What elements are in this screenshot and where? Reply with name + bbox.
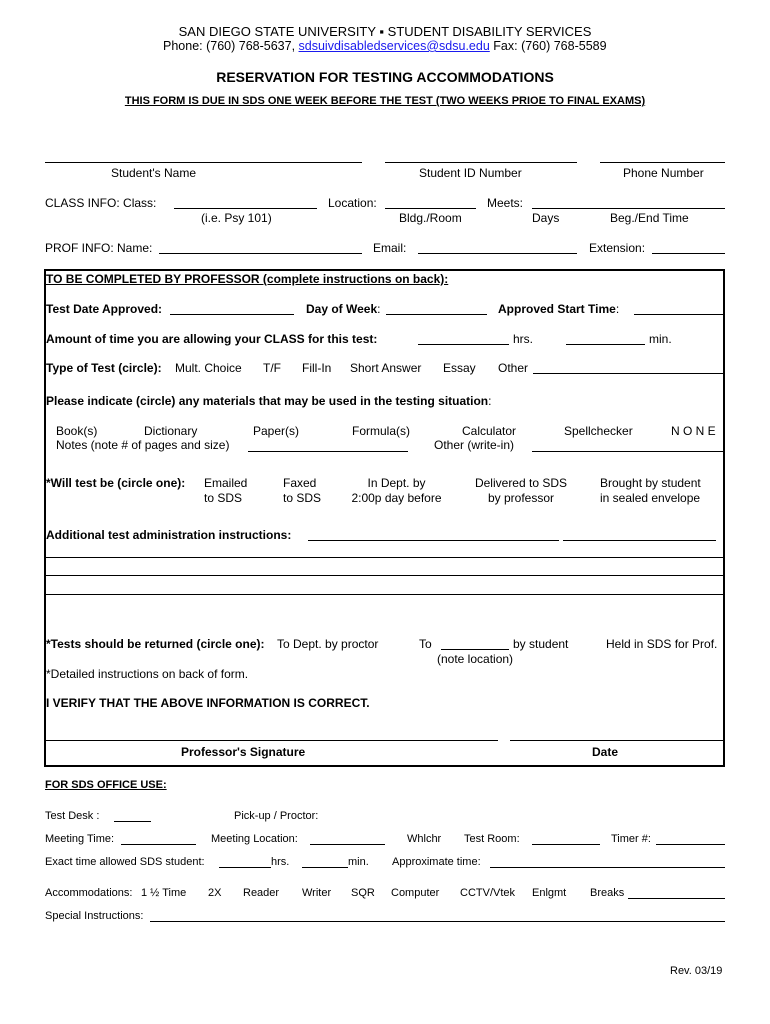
notes-field[interactable] — [248, 451, 408, 452]
meeting-time-field[interactable] — [121, 844, 196, 845]
accom-sqr[interactable]: SQR — [351, 887, 375, 899]
header-contact — [163, 39, 607, 53]
delivery-by-student-l2: in sealed envelope — [600, 491, 701, 505]
type-short-answer[interactable]: Short Answer — [350, 361, 422, 375]
day-of-week-label — [306, 302, 380, 316]
day-of-week-text: Day of Week — [306, 302, 378, 316]
delivery-by-professor[interactable] — [466, 476, 576, 506]
location-hint: Bldg./Room — [399, 211, 462, 225]
start-time-field[interactable] — [634, 314, 725, 315]
header-university: SAN DIEGO STATE UNIVERSITY ▪ STUDENT DISABILITY SERVICES — [178, 24, 592, 39]
additional-line-2[interactable] — [45, 575, 725, 576]
delivery-by-professor-l2: by professor — [487, 491, 555, 505]
delivery-in-dept[interactable] — [340, 476, 453, 506]
exact-hrs-label: hrs. — [271, 856, 290, 868]
student-phone-label: Phone Number — [623, 166, 704, 180]
delivery-by-student-l1: Brought by student — [600, 476, 701, 490]
approx-time-field[interactable] — [490, 867, 725, 868]
delivery-faxed-l2: to SDS — [283, 491, 322, 505]
meeting-location-field[interactable] — [310, 844, 385, 845]
material-formulas[interactable]: Formula(s) — [352, 424, 411, 438]
type-other-field[interactable] — [533, 373, 725, 374]
material-dictionary[interactable]: Dictionary — [144, 424, 198, 438]
material-calculator[interactable]: Calculator — [462, 424, 517, 438]
student-name-label: Student's Name — [111, 166, 197, 180]
class-info-label-class: : Class: — [116, 196, 157, 210]
accom-2x[interactable]: 2X — [208, 887, 222, 899]
class-field[interactable] — [174, 208, 317, 209]
test-type-label: Type of Test (circle): — [46, 361, 162, 375]
min-label: min. — [649, 332, 672, 346]
delivery-in-dept-l1: In Dept. by — [367, 476, 426, 490]
header-fax: Fax: (760) 768-5589 — [493, 39, 607, 53]
test-room-field[interactable] — [532, 844, 600, 845]
meets-field[interactable] — [532, 208, 725, 209]
returned-location-field[interactable] — [441, 649, 509, 650]
accom-computer[interactable]: Computer — [391, 887, 440, 899]
student-id-label: Student ID Number — [419, 166, 522, 180]
test-room-label: Test Room: — [464, 833, 520, 845]
exact-minutes-field[interactable] — [302, 867, 348, 868]
revision-label: Rev. 03/19 — [670, 965, 723, 977]
breaks-field[interactable] — [628, 898, 725, 899]
class-hint: (i.e. Psy 101) — [201, 211, 272, 225]
form-title: RESERVATION FOR TESTING ACCOMMODATIONS — [216, 69, 554, 85]
other-write-in-field[interactable] — [532, 451, 725, 452]
student-id-field[interactable] — [385, 162, 577, 163]
exact-min-label: min. — [348, 856, 369, 868]
delivery-emailed-l2: to SDS — [204, 491, 243, 505]
hours-allowed-field[interactable] — [418, 344, 509, 345]
returned-dept-option[interactable]: To Dept. by proctor — [277, 637, 379, 651]
notes-label: Notes (note # of pages and size) — [56, 438, 230, 452]
will-test-label: *Will test be (circle one): — [46, 476, 186, 490]
delivery-in-dept-l2: 2:00p day before — [351, 491, 442, 505]
special-instructions-field[interactable] — [150, 921, 725, 922]
type-mult-choice[interactable]: Mult. Choice — [175, 361, 242, 375]
returned-label: *Tests should be returned (circle one): — [46, 637, 265, 651]
approx-time-label: Approximate time: — [392, 856, 481, 868]
delivery-emailed[interactable] — [204, 476, 247, 506]
signature-field[interactable] — [45, 740, 498, 741]
accom-reader[interactable]: Reader — [243, 887, 280, 899]
delivery-by-student[interactable] — [600, 476, 701, 506]
returned-note-location: (note location) — [437, 652, 514, 666]
meeting-location-label: Meeting Location: — [211, 833, 298, 845]
class-info-label-main: CLASS INFO — [45, 196, 117, 210]
additional-line-1[interactable] — [45, 557, 725, 558]
accom-cctv[interactable]: CCTV/Vtek — [460, 887, 516, 899]
accom-writer[interactable]: Writer — [302, 887, 332, 899]
class-info-label — [45, 196, 156, 210]
form-subtitle: THIS FORM IS DUE IN SDS ONE WEEK BEFORE THE TEST (TWO WEEKS PRIOE TO FINAL EXAMS) — [124, 95, 646, 107]
type-essay[interactable]: Essay — [443, 361, 476, 375]
delivery-emailed-l1: Emailed — [204, 476, 248, 490]
returned-to-label[interactable]: To — [419, 637, 432, 651]
verify-statement: I VERIFY THAT THE ABOVE INFORMATION IS CORRECT. — [46, 696, 370, 710]
days-hint: Days — [532, 211, 560, 225]
returned-held-option[interactable]: Held in SDS for Prof. — [606, 637, 718, 651]
materials-colon: : — [488, 394, 492, 408]
hrs-label: hrs. — [513, 332, 534, 346]
signature-label: Professor's Signature — [181, 745, 306, 759]
date-field[interactable] — [510, 740, 725, 741]
header-email-link[interactable]: sdsuivdisabledservices@sdsu.edu — [298, 39, 490, 53]
other-write-in-label: Other (write-in) — [434, 438, 515, 452]
materials-label — [46, 394, 491, 408]
additional-instructions-label: Additional test administration instructions: — [46, 528, 292, 542]
office-use-heading: FOR SDS OFFICE USE: — [45, 779, 167, 791]
type-other[interactable]: Other — [498, 361, 529, 375]
type-true-false[interactable]: T/F — [263, 361, 281, 375]
material-papers[interactable]: Paper(s) — [253, 424, 300, 438]
timer-field[interactable] — [656, 844, 725, 845]
accom-breaks[interactable]: Breaks — [590, 887, 625, 899]
exact-hours-field[interactable] — [219, 867, 271, 868]
meets-label: Meets: — [487, 196, 524, 210]
test-date-field[interactable] — [170, 314, 294, 315]
materials-text: Please indicate (circle) any materials that may be used in the testing situation — [46, 394, 489, 408]
pickup-label: Pick-up / Proctor: — [234, 810, 319, 822]
location-label: Location: — [328, 196, 377, 210]
test-desk-label: Test Desk : — [45, 810, 100, 822]
prof-name-label: PROF INFO: Name: — [45, 241, 153, 255]
test-desk-field[interactable] — [114, 821, 151, 822]
returned-by-student: by student — [513, 637, 569, 651]
timer-label: Timer #: — [611, 833, 651, 845]
professor-section-heading: TO BE COMPLETED BY PROFESSOR (complete instructions on back): — [46, 272, 449, 286]
prof-name-field[interactable] — [159, 253, 362, 254]
prof-email-label: Email: — [373, 241, 407, 255]
location-field[interactable] — [385, 208, 476, 209]
accom-enlgmt[interactable]: Enlgmt — [532, 887, 567, 899]
day-of-week-colon: : — [377, 302, 381, 316]
student-name-field[interactable] — [45, 162, 362, 163]
accommodations-label: Accommodations: — [45, 887, 133, 899]
header-phone: Phone: (760) 768-5637, — [163, 39, 296, 53]
additional-line-3[interactable] — [45, 594, 725, 595]
delivery-faxed[interactable] — [283, 476, 321, 506]
delivery-faxed-l1: Faxed — [283, 476, 317, 490]
prof-extension-field[interactable] — [652, 253, 725, 254]
minutes-allowed-field[interactable] — [566, 344, 645, 345]
whlchr-label[interactable]: Whlchr — [407, 833, 442, 845]
start-time-colon: : — [615, 302, 620, 316]
detailed-instructions-note: *Detailed instructions on back of form. — [46, 667, 249, 681]
test-date-label: Test Date Approved: — [46, 302, 163, 316]
start-time-text: Approved Start Time — [498, 302, 616, 316]
special-instructions-label: Special Instructions: — [45, 910, 144, 922]
type-fill-in[interactable]: Fill-In — [302, 361, 332, 375]
exact-time-label: Exact time allowed SDS student: — [45, 856, 205, 868]
material-none[interactable]: N O N E — [671, 424, 716, 438]
accom-time-and-half[interactable]: 1 ½ Time — [141, 887, 187, 899]
start-time-label — [498, 302, 619, 316]
additional-instructions-field[interactable] — [308, 540, 559, 541]
student-phone-field[interactable] — [600, 162, 725, 163]
time-allowed-label: Amount of time you are allowing your CLASS for this test: — [46, 332, 378, 346]
delivery-by-professor-l1: Delivered to SDS — [474, 476, 568, 490]
time-hint: Beg./End Time — [610, 211, 689, 225]
date-label: Date — [592, 745, 619, 759]
material-spellchecker[interactable]: Spellchecker — [564, 424, 633, 438]
material-books[interactable]: Book(s) — [56, 424, 98, 438]
prof-email-field[interactable] — [418, 253, 577, 254]
day-of-week-field[interactable] — [386, 314, 487, 315]
additional-instructions-field-2[interactable] — [563, 540, 716, 541]
meeting-time-label: Meeting Time: — [45, 833, 115, 845]
prof-extension-label: Extension: — [589, 241, 646, 255]
